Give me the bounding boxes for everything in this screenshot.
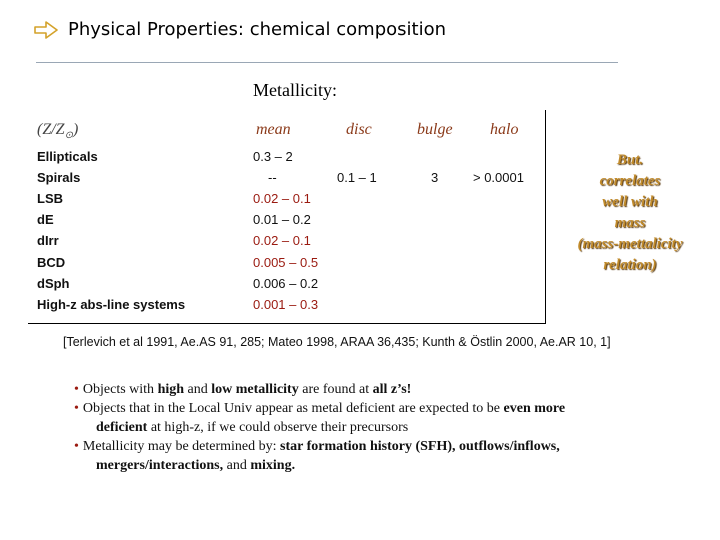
mass-metallicity-note <box>560 150 700 276</box>
row-label-dsph: dSph <box>37 276 70 291</box>
row-label-spirals: Spirals <box>37 170 81 185</box>
right-arrow-icon <box>34 21 58 39</box>
list-item: • Objects that in the Local Univ appear as metal deficient are expected to be even more <box>74 401 566 416</box>
row-halo-spirals: > 0.0001 <box>473 170 524 185</box>
row-disc-spirals: 0.1 – 1 <box>337 170 377 185</box>
note-line: mass <box>614 215 646 231</box>
bullet-dot-icon: • <box>74 439 79 454</box>
slide-title: Physical Properties: chemical composition <box>68 19 446 40</box>
row-label-de: dE <box>37 212 54 227</box>
title-divider <box>36 62 618 63</box>
note-line: But. <box>616 152 644 168</box>
note-line: relation) <box>603 257 657 273</box>
section-heading: Metallicity: <box>253 80 337 100</box>
row-label-lsb: LSB <box>37 191 63 206</box>
note-line: correlates <box>599 173 661 189</box>
row-mean-dirr: 0.02 – 0.1 <box>253 233 311 248</box>
note-line: well with <box>602 194 658 210</box>
bullet-dot-icon: • <box>74 382 79 397</box>
row-label-dirr: dIrr <box>37 233 59 248</box>
header-ratio: $(Z/Z_⊙)$ <box>37 121 79 142</box>
list-item: • Objects with high and low metallicity are found at all z’s! <box>74 382 412 397</box>
row-mean-high-z: 0.001 – 0.3 <box>253 297 319 312</box>
row-mean-spirals: -- <box>268 170 277 185</box>
header-disc: disc <box>346 121 372 138</box>
header-bulge: bulge <box>417 121 453 138</box>
row-label-bcd: BCD <box>37 255 66 270</box>
list-item-continuation: mergers/interactions, and mixing. <box>96 458 296 473</box>
row-mean-bcd: 0.005 – 0.5 <box>253 255 319 270</box>
header-mean: mean <box>256 121 291 138</box>
row-mean-de: 0.01 – 0.2 <box>253 212 311 227</box>
row-mean-dsph: 0.006 – 0.2 <box>253 276 319 291</box>
row-mean-ellipticals: 0.3 – 2 <box>253 149 293 164</box>
bullet-dot-icon: • <box>74 401 79 416</box>
row-label-ellipticals: Ellipticals <box>37 149 98 164</box>
row-label-high-z: High-z abs-line systems <box>37 297 186 312</box>
row-mean-lsb: 0.02 – 0.1 <box>253 191 311 206</box>
bullet-list <box>74 380 694 475</box>
header-halo: halo <box>490 121 519 138</box>
note-line: (mass-mettalicity <box>577 236 683 252</box>
list-item-continuation: deficient at high-z, if we could observe their precursors <box>96 420 409 435</box>
list-item: • Metallicity may be determined by: star formation history (SFH), outflows/inflows, <box>74 439 560 454</box>
row-bulge-spirals: 3 <box>431 170 439 185</box>
title-row <box>34 19 446 40</box>
references: [Terlevich et al 1991, Ae.AS 91, 285; Mateo 1998, ARAA 36,435; Kunth & Östlin 2000, Ae.AR 10, 1] <box>63 335 611 349</box>
